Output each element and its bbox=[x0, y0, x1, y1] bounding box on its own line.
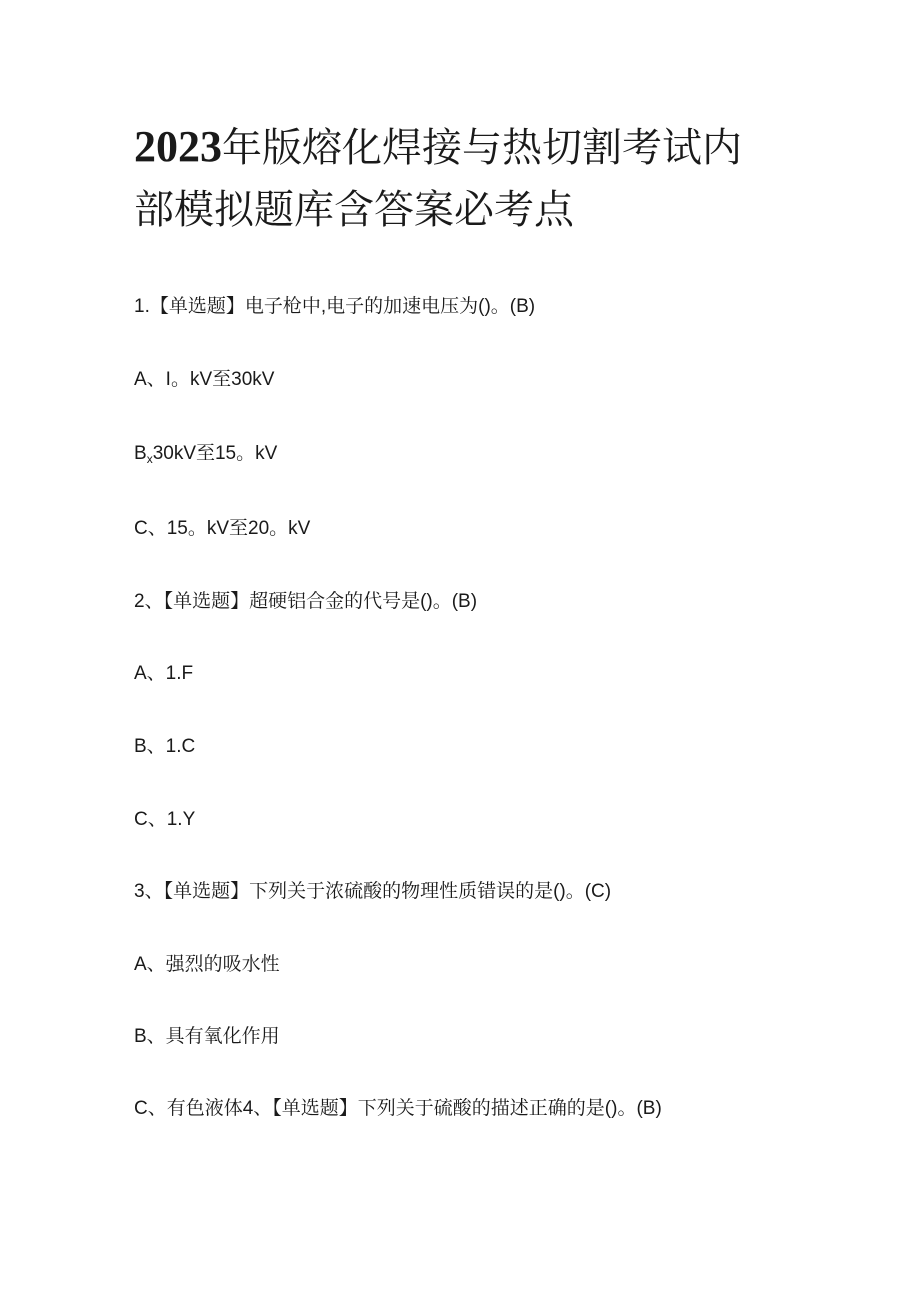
question-3-option-c-and-question-4: C、有色液体4、【单选题】下列关于硫酸的描述正确的是()。(B) bbox=[134, 1098, 662, 1119]
title-line1-rest: 年版熔化焊接与热切割考试内 bbox=[222, 125, 742, 171]
question-2: 2、【单选题】超硬铝合金的代号是()。(B) bbox=[134, 591, 478, 612]
question-3-option-b: B、具有氧化作用 bbox=[134, 1026, 280, 1047]
document-title bbox=[134, 116, 814, 241]
question-2-option-b: B、1.C bbox=[134, 736, 196, 757]
question-2-option-a: A、1.F bbox=[134, 663, 194, 684]
option-b-prefix: B bbox=[134, 443, 147, 464]
option-b-subscript: x bbox=[146, 452, 153, 466]
title-line2: 部模拟题库含答案必考点 bbox=[134, 187, 574, 233]
question-3: 3、【单选题】下列关于浓硫酸的物理性质错误的是()。(C) bbox=[134, 881, 612, 902]
question-1: 1.【单选题】电子枪中,电子的加速电压为()。(B) bbox=[134, 296, 536, 317]
question-1-option-b bbox=[134, 442, 277, 471]
question-1-option-a: A、I。kV至30kV bbox=[134, 369, 275, 390]
question-2-option-c: C、1.Y bbox=[134, 809, 196, 830]
question-1-option-c: C、15。kV至20。kV bbox=[134, 518, 311, 539]
title-year: 2023 bbox=[134, 122, 222, 171]
option-b-text: 30kV至15。kV bbox=[152, 443, 278, 464]
question-3-option-a: A、强烈的吸水性 bbox=[134, 954, 280, 975]
